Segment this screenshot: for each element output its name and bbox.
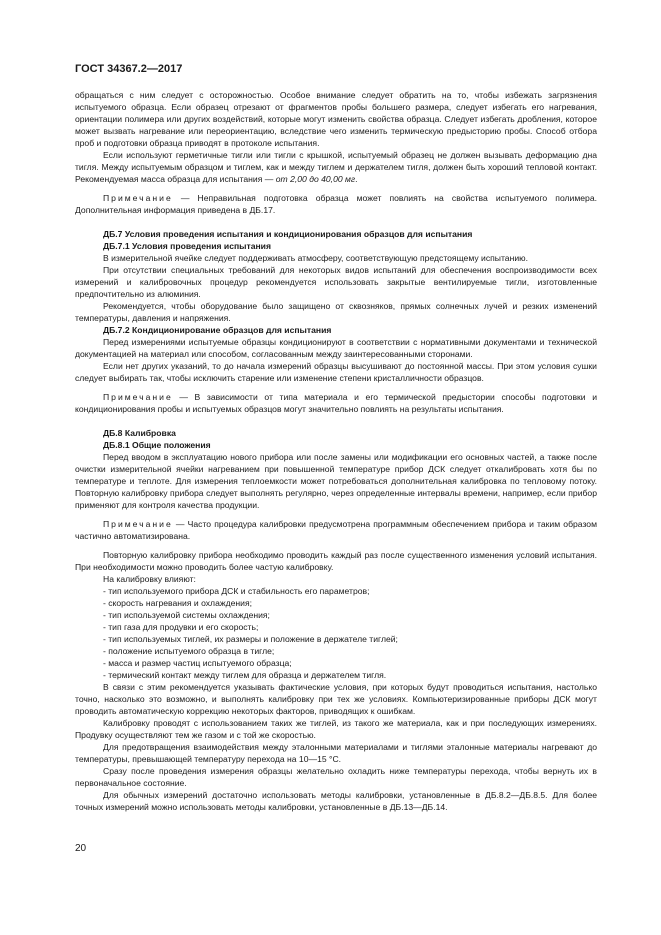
paragraph: Калибровку проводят с использованием таких же тиглей, из такого же материала, как и при последующих измерениях. Продувку осуществляют тем же газом и с той же скоростью. <box>75 718 597 740</box>
note <box>75 192 597 216</box>
sample-mass: от 2,00 до 40,00 мг <box>275 174 356 184</box>
paragraph: Если нет других указаний, то до начала измерений образцы высушивают до постоянной массы. При этом условия сушки следует выбирать так, чтобы исключить старение или изменение степени кристалличности образцов. <box>75 361 597 383</box>
paragraph: Рекомендуется, чтобы оборудование было защищено от сквозняков, прямых солнечных лучей и резких изменений температуры, давления и напряжения. <box>75 301 597 323</box>
note-label: Примечание <box>103 193 173 203</box>
list-item: - положение испытуемого образца в тигле; <box>75 645 597 657</box>
list-item: - тип используемой системы охлаждения; <box>75 609 597 621</box>
paragraph: В измерительной ячейке следует поддерживать атмосферу, соответствующую предстоящему испытанию. <box>103 253 528 263</box>
subsection-heading-db72: ДБ.7.2 Кондиционирование образцов для испытания <box>103 325 332 335</box>
calibration-factors-list <box>75 585 597 681</box>
paragraph: Повторную калибровку прибора необходимо проводить каждый раз после существенного изменения условий испытания. При необходимости можно проводить более частую калибровку. <box>75 550 597 572</box>
note-text: — В зависимости от типа материала и его термической предыстории способы подготовки и кондиционирования пробы и испытуемых образцов могут значительно повлиять на результаты испытания. <box>75 392 597 414</box>
list-item: - скорость нагревания и охлаждения; <box>75 597 597 609</box>
paragraph: Для предотвращения взаимодействия между эталонными материалами и тиглями эталонные материалы нагревают до температуры, превышающей температуру перехода на 10—15 °С. <box>75 742 597 764</box>
paragraph: В связи с этим рекомендуется указывать фактические условия, при которых будут проводиться испытания, настолько точно, насколько это возможно, и выполнять калибровку при тех же условиях. Компьютеризированные приборы ДСК могут проводить автоматическую коррекцию некоторых факторов, приводящих к ошибкам. <box>75 682 597 716</box>
paragraph-text: Если используют герметичные тигли или тигли с крышкой, испытуемый образец не должен вызывать деформацию дна тигля. Между испытуемым образцом и тиглем, как и между тиглем и держателем тигля, должен быть хороший тепловой контакт. Рекомендуемая масса образца для испытания — <box>75 150 597 184</box>
note-text: — Неправильная подготовка образца может повлиять на свойства испытуемого полимера. Дополнительная информация приведена в ДБ.17. <box>75 193 597 215</box>
list-item: - тип газа для продувки и его скорость; <box>75 621 597 633</box>
list-item: - термический контакт между тиглем для образца и держателем тигля. <box>75 669 597 681</box>
paragraph: Если используют герметичные тигли или тигли с крышкой, испытуемый образец не должен вызывать деформацию дна тигля. Между испытуемым образцом и тиглем, как и между тиглем и держателем тигля, должен быть хороший тепловой контакт. Рекомендуемая масса образца для испытания — от 2,00 до 40,00 мг. <box>75 150 597 184</box>
document-header: ГОСТ 34367.2—2017 <box>75 63 183 75</box>
page-number: 20 <box>75 843 87 854</box>
paragraph: Перед измерениями испытуемые образцы кондиционируют в соответствии с нормативными документами и технической документацией на материал или способом, согласованным между заинтересованными сторонами. <box>75 337 597 359</box>
subsection-heading-db81: ДБ.8.1 Общие положения <box>103 440 211 450</box>
document-body <box>75 89 597 813</box>
paragraph: При отсутствии специальных требований для некоторых видов испытаний для обеспечения воспроизводимости всех измерений и калибровочных процедур рекомендуется использовать закрытые вентилируемые тигли, изготовленные предпочтительно из алюминия. <box>75 265 597 299</box>
paragraph: обращаться с ним следует с осторожностью. Особое внимание следует обратить на то, чтобы избежать загрязнения испытуемого образца. Если образец отрезают от фрагментов пробы большего размера, следует избегать его нагревания, ориентации полимера или других воздействий, которые могут изменить свойства образца. Следует избегать дробления, которое может вызвать нагревание или переориентацию, вследствие чего изменить термическую предысторию пробы. Способ отбора проб и подготовки образца приводят в протоколе испытания. <box>75 90 597 148</box>
list-item: - тип используемого прибора ДСК и стабильность его параметров; <box>75 585 597 597</box>
note <box>75 518 597 542</box>
note-label: Примечание <box>103 392 173 402</box>
note-text: — Часто процедура калибровки предусмотрена программным обеспечением прибора и таким образом частично автоматизирована. <box>75 519 597 541</box>
section-heading-db8: ДБ.8 Калибровка <box>103 428 176 438</box>
paragraph: Сразу после проведения измерения образцы желательно охладить ниже температуры перехода, чтобы вернуть их в первоначальное состояние. <box>75 766 597 788</box>
note <box>75 391 597 415</box>
list-item: - тип используемых тиглей, их размеры и положение в держателе тиглей; <box>75 633 597 645</box>
paragraph: Для обычных измерений достаточно использовать методы калибровки, установленные в ДБ.8.2—ДБ.8.5. Для более точных измерений можно использовать методы калибровки, установленные в ДБ.13—ДБ.14. <box>75 790 597 812</box>
note-label: Примечание <box>103 519 173 529</box>
section-heading-db7: ДБ.7 Условия проведения испытания и кондиционирования образцов для испытания <box>103 229 473 239</box>
list-item: - масса и размер частиц испытуемого образца; <box>75 657 597 669</box>
paragraph: Перед вводом в эксплуатацию нового прибора или после замены или модификации его основных частей, а также после очистки измерительной ячейки нагреванием при повышенной температуре прибор ДСК следует откалибровать хотя бы по температуре и теплоте. Для измерения теплоемкости может потребоваться дополнительная калибровка по тепловому потоку. Повторную калибровку прибора следует выполнять регулярно, через определенные интервалы времени, например, если прибор применяют для контроля качества продукции. <box>75 452 597 510</box>
paragraph: На калибровку влияют: <box>103 574 196 584</box>
subsection-heading-db71: ДБ.7.1 Условия проведения испытания <box>103 241 271 251</box>
